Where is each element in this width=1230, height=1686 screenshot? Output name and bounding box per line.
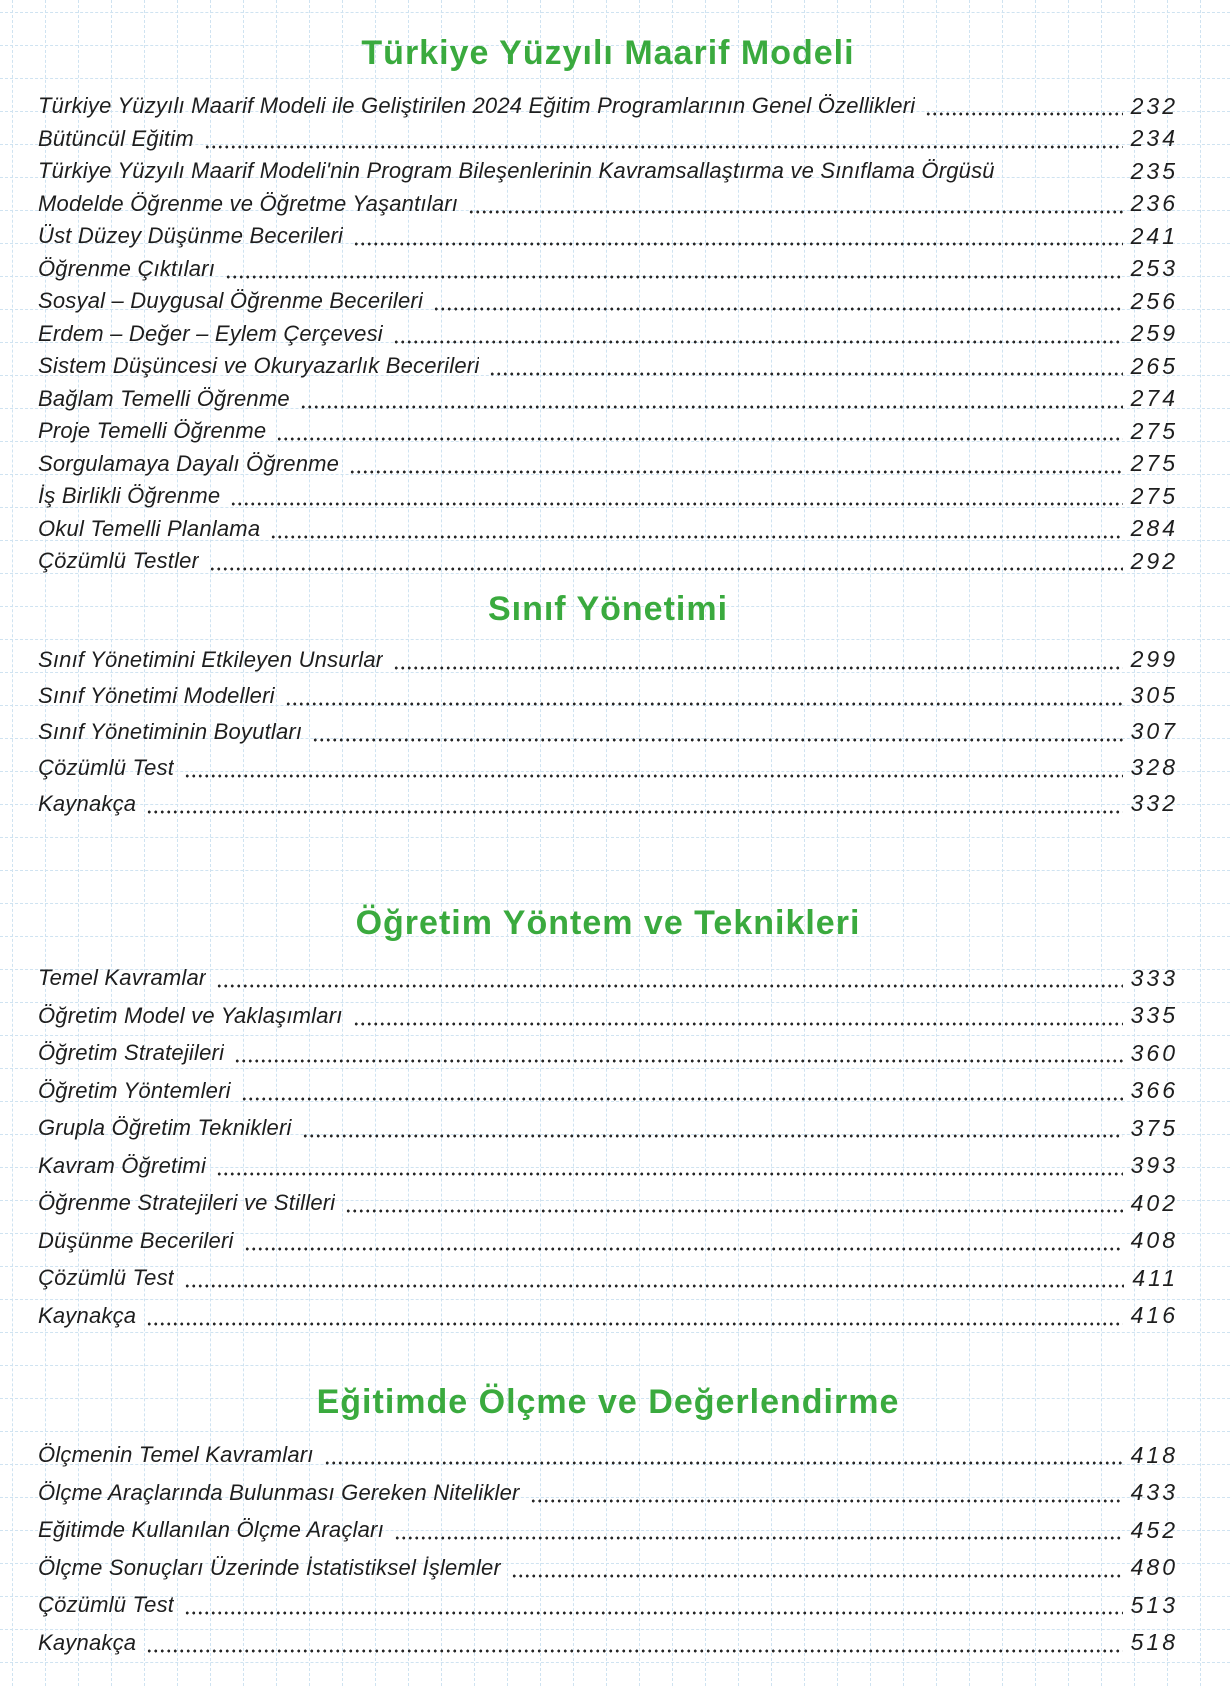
dotted-leader	[234, 1058, 1122, 1064]
toc-row	[38, 188, 1178, 221]
toc-entry-page: 518	[1130, 1629, 1178, 1656]
dotted-leader	[324, 1460, 1123, 1466]
toc-row	[38, 960, 1178, 998]
dotted-leader	[394, 1535, 1123, 1541]
toc-entry-label: Sosyal – Duygusal Öğrenme Becerileri	[38, 288, 424, 314]
toc-entry-page: 307	[1130, 718, 1178, 744]
toc-entry-label: Okul Temelli Planlama	[38, 515, 261, 541]
toc-entry-label: İş Birlikli Öğrenme	[38, 483, 221, 509]
dotted-leader	[489, 371, 1122, 377]
dotted-leader	[300, 404, 1123, 410]
toc-entry-page: 241	[1130, 222, 1178, 249]
dotted-leader	[204, 144, 1123, 150]
toc-entry-page: 236	[1130, 190, 1178, 217]
toc-entry-page: 393	[1130, 1152, 1178, 1179]
toc-row	[38, 1147, 1178, 1185]
toc-entry-label: Öğretim Stratejileri	[38, 1040, 225, 1066]
toc-row	[38, 642, 1178, 678]
toc-entry-label: Öğrenme Çıktıları	[38, 255, 216, 281]
dotted-leader	[353, 241, 1122, 247]
toc-entry-page: 275	[1130, 482, 1178, 509]
dotted-leader	[511, 1573, 1123, 1579]
toc-entry-page: 265	[1130, 352, 1178, 379]
toc-row	[38, 1549, 1178, 1587]
toc-entry-page: 416	[1130, 1302, 1178, 1329]
toc-row	[38, 123, 1178, 156]
toc-entry-label: Sistem Düşüncesi ve Okuryazarlık Becerileri	[38, 353, 480, 379]
toc-entry-page: 433	[1130, 1479, 1178, 1506]
toc-entry-page: 284	[1130, 515, 1178, 542]
toc-entry-label: Türkiye Yüzyılı Maarif Modeli ile Geliştirilen 2024 Eğitim Programlarının Genel Özellikleri	[38, 93, 916, 119]
toc-row	[38, 1297, 1178, 1335]
section-title: Eğitimde Ölçme ve Değerlendirme	[316, 1382, 900, 1421]
toc-row	[38, 1260, 1178, 1298]
dotted-leader	[184, 1610, 1123, 1616]
toc-row	[38, 383, 1178, 416]
dotted-leader	[225, 274, 1123, 280]
toc-row	[38, 997, 1178, 1035]
dotted-leader	[184, 1283, 1124, 1289]
toc-row	[38, 1587, 1178, 1625]
toc-row	[38, 1624, 1178, 1662]
toc-entry-page: 408	[1130, 1227, 1178, 1254]
toc-entry-label: Temel Kavramlar	[38, 965, 207, 991]
dotted-leader	[241, 1096, 1123, 1102]
section-title: Sınıf Yönetimi	[487, 589, 729, 628]
toc-entry-label: Erdem – Değer – Eylem Çerçevesi	[38, 320, 383, 346]
toc-row	[38, 285, 1178, 318]
toc-entry-page: 274	[1130, 385, 1178, 412]
toc-row	[38, 253, 1178, 286]
toc-entry-label: Üst Düzey Düşünme Becerileri	[38, 223, 344, 249]
toc-entry-label: Kaynakça	[38, 1302, 137, 1328]
dotted-leader	[468, 209, 1123, 215]
toc-section	[38, 1379, 1178, 1662]
toc-entry-page: 299	[1130, 646, 1178, 672]
toc-row	[38, 318, 1178, 351]
toc-row	[38, 1437, 1178, 1475]
toc-entry-label: Düşünme Becerileri	[38, 1227, 234, 1253]
toc-entry-page: 332	[1130, 790, 1178, 816]
toc-row	[38, 350, 1178, 383]
toc-entry-page: 275	[1130, 450, 1178, 477]
toc-entry-label: Öğretim Yöntemleri	[38, 1077, 231, 1103]
dotted-leader	[349, 469, 1123, 475]
toc-entry-label: Sınıf Yönetimi Modelleri	[38, 682, 275, 708]
toc-row	[38, 415, 1178, 448]
toc-row	[38, 480, 1178, 513]
toc-row	[38, 220, 1178, 253]
toc-row	[38, 1474, 1178, 1512]
dotted-leader	[1005, 176, 1123, 182]
toc-entry-page: 234	[1130, 125, 1178, 152]
dotted-leader	[345, 1208, 1122, 1214]
toc-entry-label: Sorgulamaya Dayalı Öğrenme	[38, 450, 340, 476]
section-title: Türkiye Yüzyılı Maarif Modeli	[361, 34, 855, 72]
toc-entry-page: 253	[1130, 255, 1178, 282]
toc-row	[38, 513, 1178, 546]
dotted-leader	[276, 436, 1122, 442]
toc-entry-label: Bağlam Temelli Öğrenme	[38, 385, 290, 411]
toc-entry-page: 292	[1130, 547, 1178, 574]
toc-section	[38, 30, 1178, 578]
toc-row	[38, 714, 1178, 750]
dotted-leader	[433, 306, 1123, 312]
toc-section	[38, 900, 1178, 1335]
toc-entry-label: Ölçme Sonuçları Üzerinde İstatistiksel İşlemler	[38, 1554, 501, 1580]
dotted-leader	[146, 1648, 1122, 1654]
toc-entry-page: 256	[1130, 287, 1178, 314]
dotted-leader	[270, 534, 1122, 540]
toc-entry-label: Kaynakça	[38, 1629, 137, 1655]
dotted-leader	[312, 737, 1122, 743]
toc-row	[38, 1110, 1178, 1148]
toc-entry-label: Eğitimde Kullanılan Ölçme Araçları	[38, 1517, 384, 1543]
dotted-leader	[302, 1133, 1123, 1139]
toc-entry-label: Çözümlü Test	[38, 1265, 175, 1291]
dotted-leader	[216, 1171, 1123, 1177]
toc-entry-label: Öğretim Model ve Yaklaşımları	[38, 1002, 343, 1028]
toc-entry-label: Ölçmenin Temel Kavramları	[38, 1442, 314, 1468]
toc-entry-label: Sınıf Yönetimini Etkileyen Unsurlar	[38, 646, 384, 672]
toc-entry-page: 275	[1130, 417, 1178, 444]
toc-entry-label: Grupla Öğretim Teknikleri	[38, 1115, 292, 1141]
toc-entry-label: Kavram Öğretimi	[38, 1152, 207, 1178]
toc-row	[38, 678, 1178, 714]
dotted-leader	[209, 566, 1122, 572]
toc-row	[38, 1185, 1178, 1223]
toc-entry-label: Kaynakça	[38, 790, 137, 816]
toc-entry-page: 328	[1130, 754, 1178, 780]
dotted-leader	[146, 809, 1122, 815]
toc-entry-label: Çözümlü Testler	[38, 548, 200, 574]
dotted-leader	[285, 701, 1123, 707]
toc-entry-page: 305	[1130, 682, 1178, 708]
toc-row	[38, 1035, 1178, 1073]
dotted-leader	[216, 983, 1122, 989]
toc-entry-page: 513	[1130, 1591, 1178, 1618]
toc-entry-page: 375	[1130, 1114, 1178, 1141]
toc-entry-page: 480	[1130, 1554, 1178, 1581]
toc-entry-label: Öğrenme Stratejileri ve Stilleri	[38, 1190, 336, 1216]
toc-row	[38, 1222, 1178, 1260]
toc-entry-page: 366	[1130, 1077, 1178, 1104]
toc-row	[38, 750, 1178, 786]
toc-row	[38, 448, 1178, 481]
toc-entry-label: Modelde Öğrenme ve Öğretme Yaşantıları	[38, 190, 459, 216]
dotted-leader	[393, 665, 1122, 671]
toc-entry-label: Bütüncül Eğitim	[38, 125, 194, 151]
dotted-leader	[244, 1246, 1123, 1252]
toc-section	[38, 586, 1178, 822]
toc-row	[38, 1512, 1178, 1550]
toc-entry-label: Çözümlü Test	[38, 1592, 175, 1618]
dotted-leader	[184, 773, 1123, 779]
dotted-leader	[230, 501, 1122, 507]
section-title: Öğretim Yöntem ve Teknikleri	[355, 903, 861, 942]
toc-entry-label: Çözümlü Test	[38, 754, 175, 780]
toc-entry-page: 259	[1130, 320, 1178, 347]
toc-entry-label: Türkiye Yüzyılı Maarif Modeli'nin Program Bileşenlerinin Kavramsallaştırma ve Sınıflama Örgüsü	[38, 158, 995, 184]
toc-entry-page: 418	[1130, 1441, 1178, 1468]
toc-entry-page: 411	[1132, 1264, 1178, 1291]
toc-entry-page: 452	[1130, 1516, 1178, 1543]
toc-entry-page: 232	[1130, 92, 1178, 119]
toc-entry-page: 333	[1130, 964, 1178, 991]
toc-row	[38, 545, 1178, 578]
toc-entry-label: Ölçme Araçlarında Bulunması Gereken Nitelikler	[38, 1479, 520, 1505]
toc-entry-label: Sınıf Yönetiminin Boyutları	[38, 718, 303, 744]
toc-row	[38, 90, 1178, 123]
dotted-leader	[146, 1321, 1122, 1327]
toc-entry-page: 335	[1130, 1002, 1178, 1029]
toc-row	[38, 786, 1178, 822]
toc-row	[38, 155, 1178, 188]
toc-entry-label: Proje Temelli Öğrenme	[38, 418, 267, 444]
toc-entry-page: 402	[1130, 1189, 1178, 1216]
toc-row	[38, 1072, 1178, 1110]
toc-entry-page: 360	[1130, 1039, 1178, 1066]
dotted-leader	[530, 1498, 1123, 1504]
toc-entry-page: 235	[1130, 157, 1178, 184]
toc	[38, 30, 1178, 1662]
dotted-leader	[925, 111, 1122, 117]
dotted-leader	[393, 339, 1123, 345]
dotted-leader	[353, 1021, 1123, 1027]
